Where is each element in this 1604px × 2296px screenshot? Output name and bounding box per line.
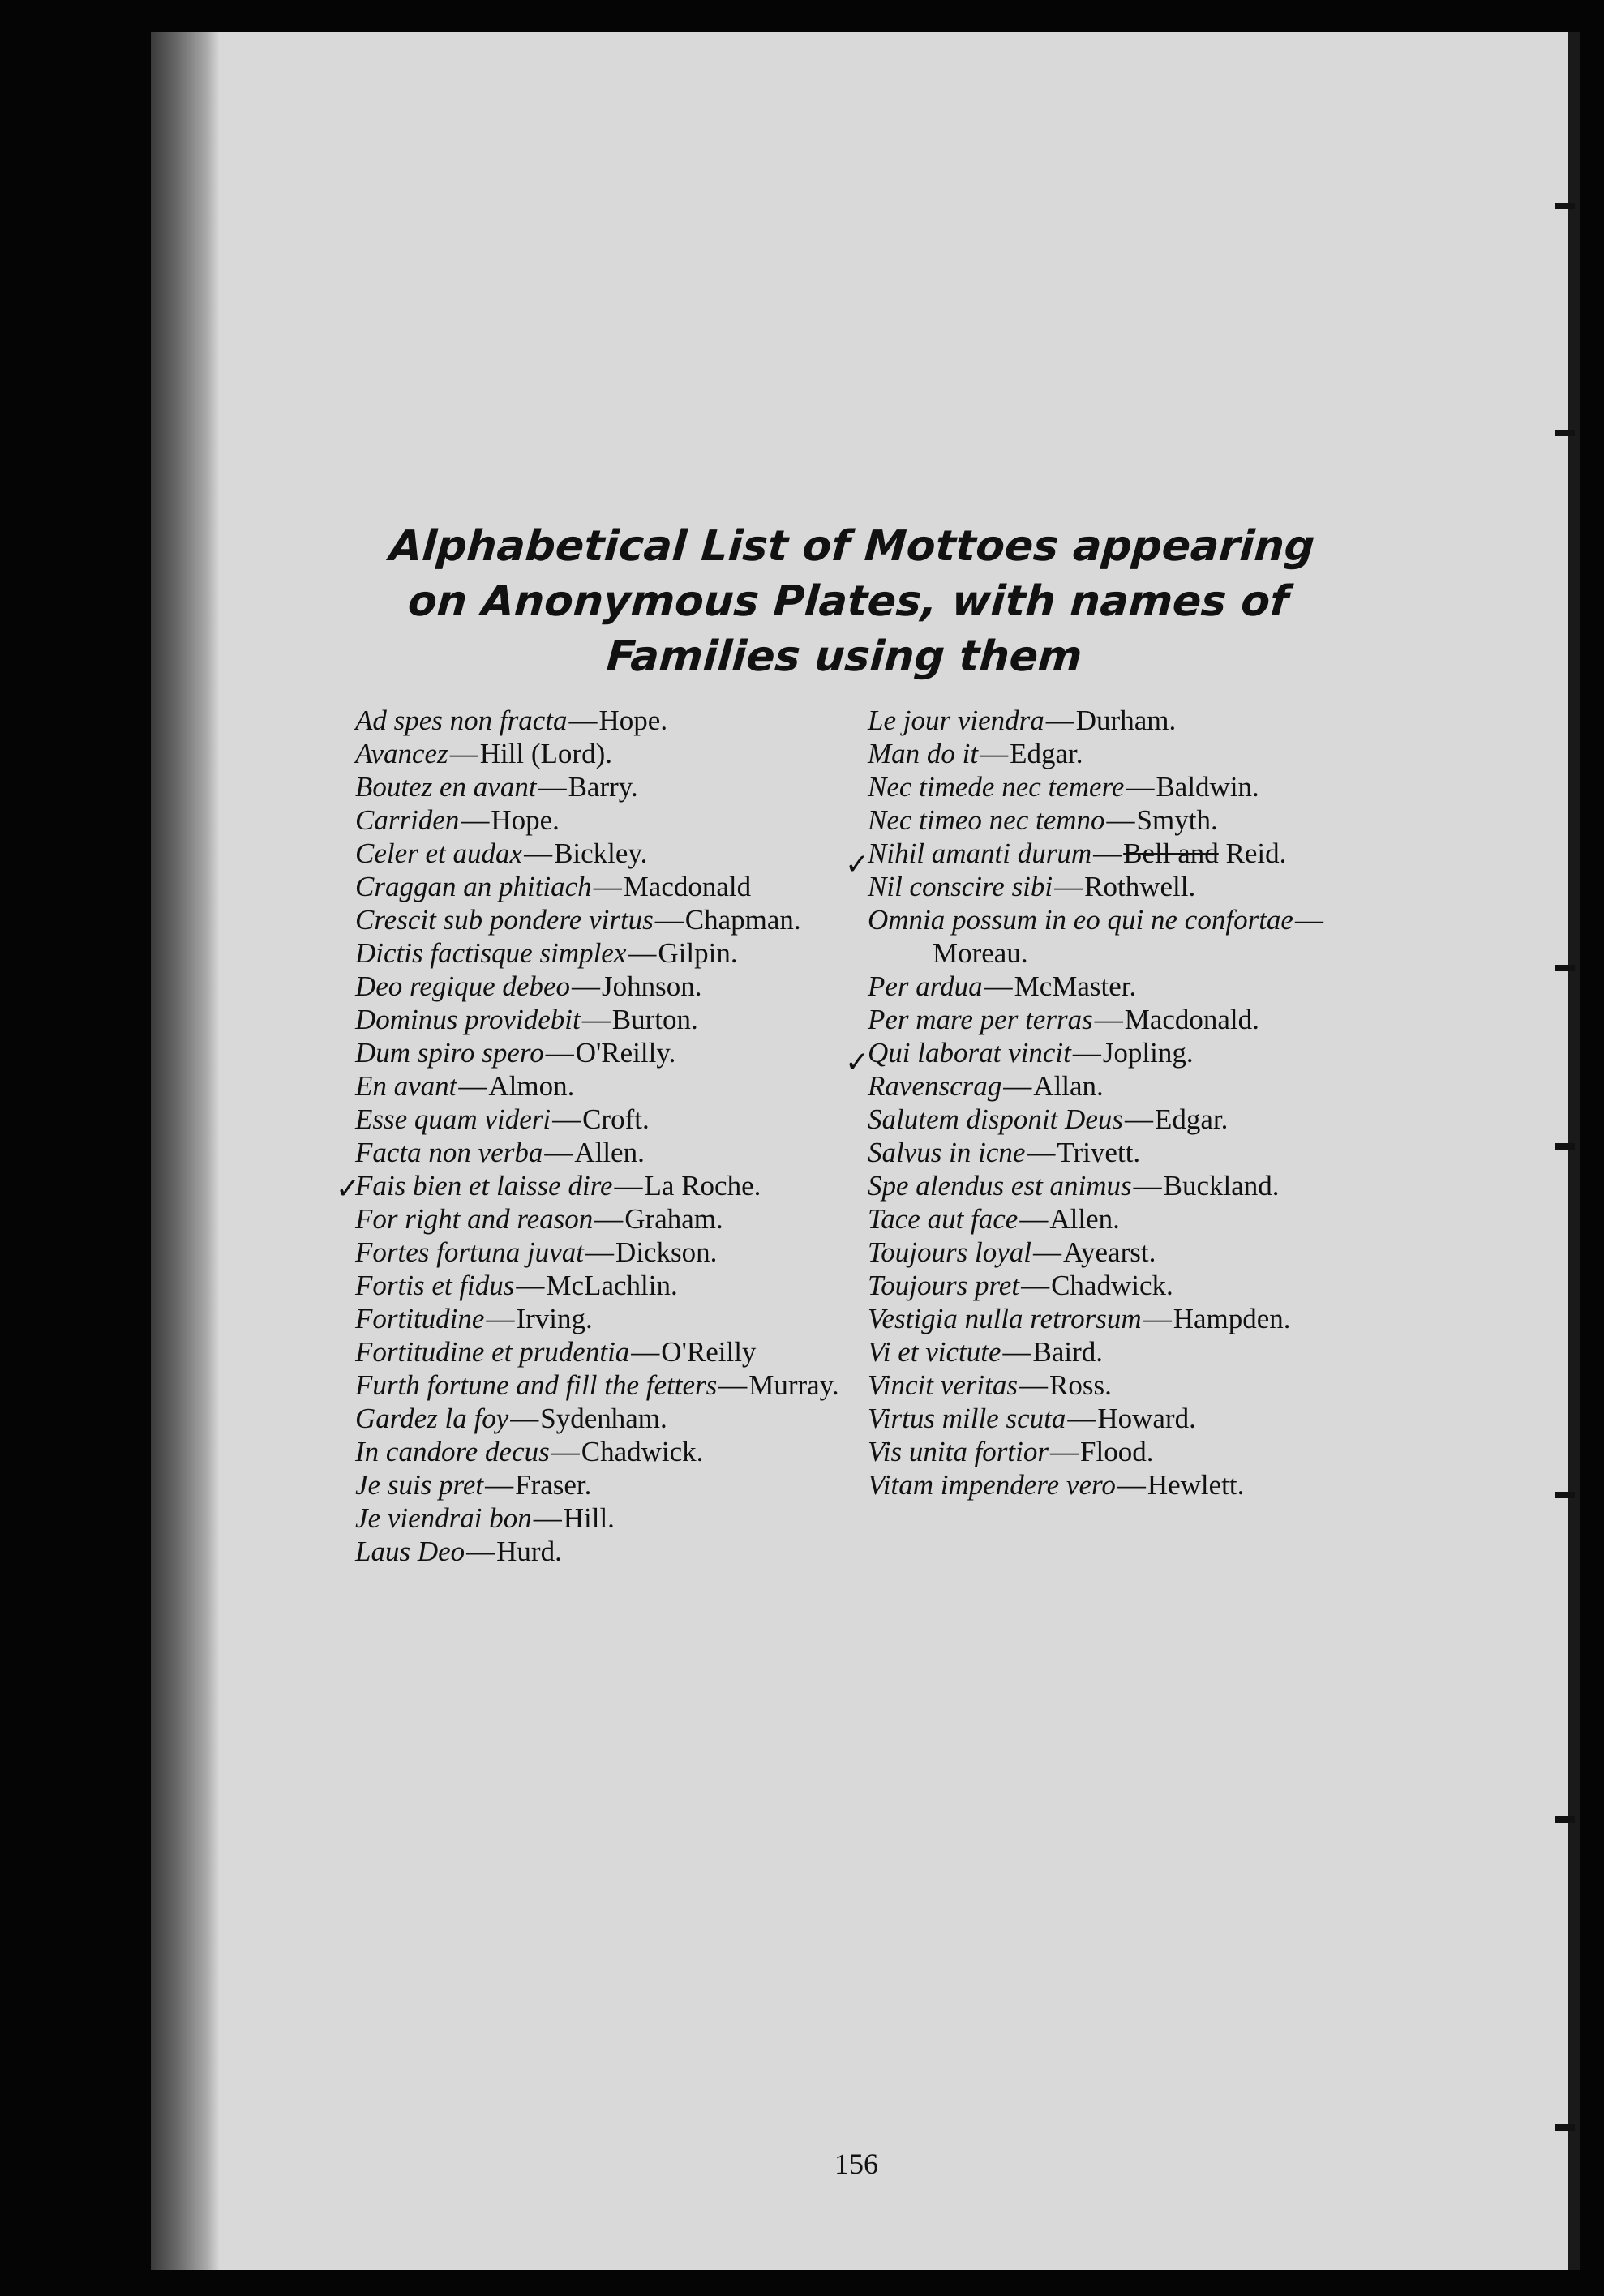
family-name: Allen. (1049, 1203, 1120, 1235)
motto-entry (868, 1036, 1354, 1069)
em-dash: — (516, 1270, 545, 1301)
edge-tick (1555, 203, 1575, 209)
motto-text: Virtus mille scuta (868, 1403, 1066, 1434)
motto-text: Furth fortune and fill the fetters (355, 1369, 718, 1401)
family-name: Hewlett. (1147, 1469, 1245, 1501)
motto-text: Craggan an phitiach (355, 871, 592, 902)
em-dash: — (1094, 1004, 1123, 1035)
family-name: Irving. (516, 1303, 593, 1334)
motto-entry (868, 1335, 1354, 1369)
family-name: Ross. (1049, 1369, 1112, 1401)
edge-tick (1555, 1492, 1575, 1498)
em-dash: — (544, 1137, 573, 1168)
family-name: Allan. (1033, 1070, 1104, 1102)
em-dash: — (568, 705, 598, 736)
motto-entry (355, 1335, 858, 1369)
motto-entry (355, 1103, 858, 1136)
family-name: Graham. (624, 1203, 723, 1235)
motto-text: Avancez (355, 738, 448, 769)
em-dash: — (524, 837, 553, 869)
motto-text: Carriden (355, 804, 460, 836)
em-dash: — (585, 1236, 614, 1268)
family-name: Sydenham. (540, 1403, 667, 1434)
motto-text: Ravenscrag (868, 1070, 1002, 1102)
motto-text: Vincit veritas (868, 1369, 1018, 1401)
em-dash: — (485, 1469, 514, 1501)
em-dash: — (552, 1103, 581, 1135)
right-column (868, 704, 1354, 1501)
family-name: Edgar. (1154, 1103, 1229, 1135)
family-name: Hope. (491, 804, 560, 836)
motto-entry (868, 1003, 1354, 1036)
family-name: Ayearst. (1062, 1236, 1156, 1268)
motto-text: Man do it (868, 738, 979, 769)
motto-entry (868, 770, 1354, 803)
motto-entry (868, 803, 1354, 837)
family-name: Croft. (582, 1103, 650, 1135)
em-dash: — (718, 1369, 748, 1401)
motto-text: Celer et audax (355, 837, 523, 869)
edge-tick (1555, 2124, 1575, 2131)
em-dash: — (1054, 871, 1083, 902)
motto-text: For right and reason (355, 1203, 594, 1235)
motto-text: Nil conscire sibi (868, 871, 1053, 902)
motto-entry (355, 870, 858, 903)
page-number: 156 (834, 2148, 878, 2180)
em-dash: — (614, 1170, 643, 1202)
motto-text: Vitam impendere vero (868, 1469, 1116, 1501)
em-dash: — (449, 738, 478, 769)
motto-entry (355, 1535, 858, 1568)
motto-entry (868, 837, 1354, 870)
motto-entry (355, 770, 858, 803)
family-name: Macdonald (623, 871, 752, 902)
em-dash: — (980, 738, 1009, 769)
family-name: Hampden. (1173, 1303, 1291, 1334)
motto-entry (355, 936, 858, 970)
em-dash: — (631, 1336, 660, 1368)
motto-text: Boutez en avant (355, 771, 537, 803)
family-name: Barry. (568, 771, 638, 803)
family-name: Trivett. (1057, 1137, 1141, 1168)
em-dash: — (572, 970, 600, 1002)
motto-entry (355, 704, 858, 737)
page-title: Alphabetical List of Mottoes appearing on Anonymous Plates, with names of Families using them (388, 522, 1317, 681)
motto-entry (868, 1169, 1354, 1202)
family-name: Rothwell. (1084, 871, 1196, 902)
em-dash: — (593, 871, 622, 902)
motto-entry (868, 1069, 1354, 1103)
motto-entry (868, 1202, 1354, 1236)
motto-entry (355, 1036, 858, 1069)
motto-entry (868, 1136, 1354, 1169)
em-dash: — (984, 970, 1013, 1002)
motto-text: Vis unita fortior (868, 1436, 1049, 1467)
family-name: Durham. (1075, 705, 1177, 736)
motto-text: Deo regique debeo (355, 970, 570, 1002)
edge-tick (1555, 1816, 1575, 1823)
left-column (355, 704, 858, 1568)
motto-text: Gardez la foy (355, 1403, 509, 1434)
family-name: Moreau. (933, 937, 1028, 969)
motto-entry (868, 737, 1354, 770)
em-dash: — (510, 1403, 539, 1434)
motto-text: Per mare per terras (868, 1004, 1093, 1035)
family-name: Edgar. (1010, 738, 1083, 769)
family-name: Flood. (1080, 1436, 1154, 1467)
motto-entry (868, 970, 1354, 1003)
family-name: Burton. (611, 1004, 698, 1035)
motto-text: Omnia possum in eo qui ne confortae (868, 904, 1293, 936)
motto-entry (868, 1402, 1354, 1435)
motto-text: Vestigia nulla retrorsum (868, 1303, 1142, 1334)
motto-entry (355, 1302, 858, 1335)
motto-text: Per ardua (868, 970, 983, 1002)
em-dash: — (551, 1436, 580, 1467)
motto-entry (355, 1003, 858, 1036)
family-name: La Roche. (644, 1170, 761, 1202)
em-dash: — (1124, 1103, 1153, 1135)
em-dash: — (581, 1004, 611, 1035)
motto-text: Facta non verba (355, 1137, 543, 1168)
motto-text: Fortis et fidus (355, 1270, 515, 1301)
motto-text: Le jour viendra (868, 705, 1044, 736)
em-dash: — (533, 1502, 562, 1534)
motto-text: Je viendrai bon (355, 1502, 532, 1534)
em-dash: — (628, 937, 657, 969)
motto-entry (355, 737, 858, 770)
motto-entry (355, 1468, 858, 1501)
em-dash: — (1093, 837, 1122, 869)
em-dash: — (538, 771, 567, 803)
motto-entry (355, 803, 858, 837)
motto-entry (355, 1136, 858, 1169)
family-name: Hill. (563, 1502, 615, 1534)
motto-text: Crescit sub pondere virtus (355, 904, 654, 936)
family-name: McLachlin. (546, 1270, 678, 1301)
motto-entry (868, 870, 1354, 903)
motto-text: Esse quam videri (355, 1103, 551, 1135)
motto-text: Nihil amanti durum (868, 837, 1092, 869)
motto-entry (868, 1435, 1354, 1468)
em-dash: — (1021, 1270, 1050, 1301)
em-dash: — (1067, 1403, 1096, 1434)
em-dash: — (1106, 804, 1135, 836)
motto-text: Tace aut face (868, 1203, 1019, 1235)
motto-text: Fortitudine (355, 1303, 485, 1334)
family-name: Macdonald. (1124, 1004, 1259, 1035)
em-dash: — (1117, 1469, 1146, 1501)
family-name: Reid. (1225, 837, 1287, 869)
motto-entry (868, 1468, 1354, 1501)
motto-text: Salutem disponit Deus (868, 1103, 1123, 1135)
motto-entry (355, 1069, 858, 1103)
em-dash: — (1294, 904, 1323, 936)
edge-tick (1555, 965, 1575, 971)
motto-text: Ad spes non fracta (355, 705, 568, 736)
motto-text: In candore decus (355, 1436, 550, 1467)
motto-text: Dominus providebit (355, 1004, 581, 1035)
motto-entry (868, 1103, 1354, 1136)
motto-text: Toujours pret (868, 1270, 1020, 1301)
motto-entry (868, 1369, 1354, 1402)
motto-text: Dictis factisque simplex (355, 937, 627, 969)
motto-entry (355, 1435, 858, 1468)
family-name: Allen. (574, 1137, 645, 1168)
motto-text: Laus Deo (355, 1536, 465, 1567)
family-name: Almon. (488, 1070, 575, 1102)
em-dash: — (1002, 1336, 1031, 1368)
em-dash: — (1133, 1170, 1162, 1202)
motto-entry (868, 903, 1354, 970)
motto-entry (355, 970, 858, 1003)
family-name: Johnson. (602, 970, 702, 1002)
motto-entry (355, 1269, 858, 1302)
em-dash: — (1003, 1070, 1032, 1102)
motto-text: Vi et victute (868, 1336, 1001, 1368)
family-name: Hill (Lord). (479, 738, 612, 769)
em-dash: — (466, 1536, 495, 1567)
motto-entry (868, 1236, 1354, 1269)
em-dash: — (1050, 1436, 1079, 1467)
em-dash: — (545, 1037, 574, 1069)
edge-tick (1555, 430, 1575, 436)
check-mark-icon: ✓ (845, 1046, 870, 1079)
motto-text: Nec timede nec temere (868, 771, 1125, 803)
motto-entry (868, 704, 1354, 737)
family-name: McMaster. (1014, 970, 1137, 1002)
motto-entry (355, 837, 858, 870)
family-name: O'Reilly. (575, 1037, 676, 1069)
em-dash: — (1143, 1303, 1172, 1334)
motto-text: Spe alendus est animus (868, 1170, 1132, 1202)
em-dash: — (1045, 705, 1074, 736)
motto-entry (868, 1302, 1354, 1335)
family-name: Gilpin. (658, 937, 738, 969)
motto-text: Qui laborat vincit (868, 1037, 1071, 1069)
motto-text: Fortitudine et prudentia (355, 1336, 630, 1368)
em-dash: — (458, 1070, 487, 1102)
family-name: Murray. (748, 1369, 839, 1401)
family-name: Chadwick. (1051, 1270, 1173, 1301)
page-right-edge (1568, 32, 1580, 2270)
family-name: Buckland. (1163, 1170, 1280, 1202)
motto-text: Fais bien et laisse dire (355, 1170, 613, 1202)
em-dash: — (1072, 1037, 1101, 1069)
motto-entry (355, 903, 858, 936)
motto-text: Fortes fortuna juvat (355, 1236, 584, 1268)
motto-text: Nec timeo nec temno (868, 804, 1105, 836)
motto-text: En avant (355, 1070, 457, 1102)
family-name: Jopling. (1102, 1037, 1194, 1069)
em-dash: — (1032, 1236, 1061, 1268)
motto-entry (355, 1236, 858, 1269)
em-dash: — (1019, 1203, 1049, 1235)
em-dash: — (594, 1203, 624, 1235)
motto-entry (355, 1369, 858, 1402)
family-name: Bickley. (554, 837, 648, 869)
family-name: Hurd. (496, 1536, 562, 1567)
motto-entry (355, 1169, 858, 1202)
em-dash: — (1027, 1137, 1056, 1168)
em-dash: — (654, 904, 684, 936)
motto-text: Toujours loyal (868, 1236, 1031, 1268)
motto-entry (355, 1402, 858, 1435)
family-name: O'Reilly (661, 1336, 757, 1368)
family-name: Howard. (1097, 1403, 1196, 1434)
family-name: Smyth. (1136, 804, 1218, 836)
struck-text: Bell and (1123, 837, 1219, 869)
motto-entry (868, 1269, 1354, 1302)
check-mark-icon: ✓ (336, 1172, 361, 1206)
family-name: Baldwin. (1156, 771, 1259, 803)
page-spine-shadow (151, 32, 220, 2270)
family-name: Baird. (1032, 1336, 1104, 1368)
em-dash: — (486, 1303, 515, 1334)
motto-text: Je suis pret (355, 1469, 484, 1501)
book-page (151, 32, 1580, 2270)
family-name: Dickson. (615, 1236, 718, 1268)
family-name: Chapman. (684, 904, 801, 936)
motto-text: Dum spiro spero (355, 1037, 544, 1069)
em-dash: — (1019, 1369, 1048, 1401)
em-dash: — (461, 804, 490, 836)
em-dash: — (1126, 771, 1155, 803)
check-mark-icon: ✓ (845, 848, 870, 881)
edge-tick (1555, 1143, 1575, 1150)
motto-entry (355, 1202, 858, 1236)
family-name: Hope. (598, 705, 668, 736)
motto-text: Salvus in icne (868, 1137, 1026, 1168)
motto-entry (355, 1501, 858, 1535)
family-name: Fraser. (515, 1469, 592, 1501)
family-name: Chadwick. (581, 1436, 704, 1467)
